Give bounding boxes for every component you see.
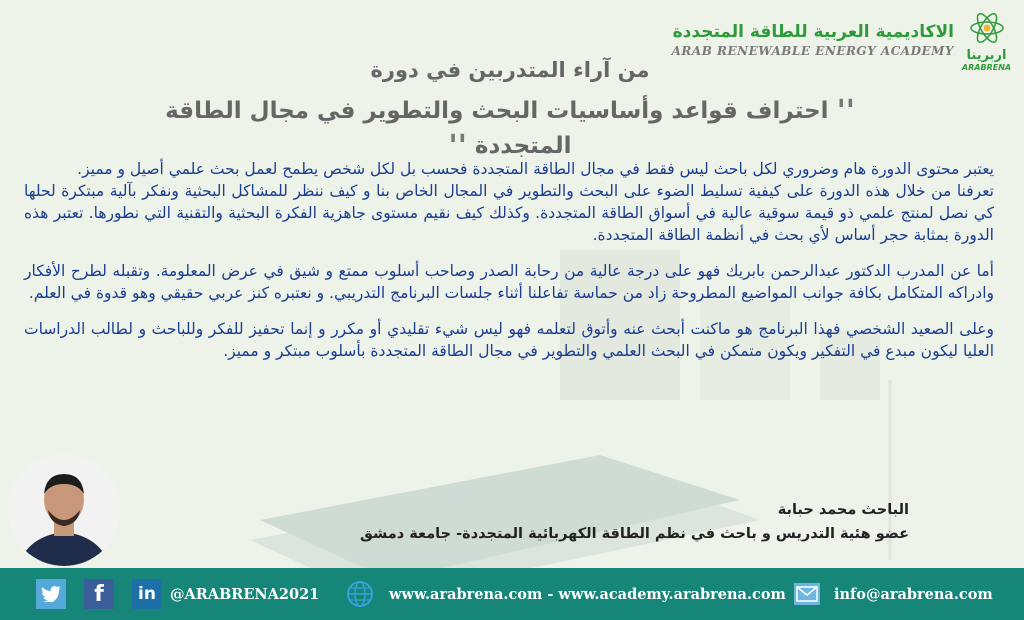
page-title-line1: من آراء المتدربين في دورة [370,58,650,82]
website-urls[interactable]: www.arabrena.com - www.academy.arabrena.com [389,585,786,603]
author-name: الباحث محمد حبابة [777,502,909,518]
social-icons [36,568,319,620]
author-photo [8,454,120,566]
close-quote: '' [448,129,467,164]
contact-email [794,568,993,620]
academy-name-arabic: الاكاديمية العربية للطاقة المتجددة [672,22,954,42]
paragraph-3: أما عن المدرب الدكتور عبدالرحمن بابريك فهو على درجة عالية من رحابة الصدر وصاحب أسلوب ممتع و شيق في عرض المعلومة. وتقبله لطرح الأفكار وادراكه المتكامل بكافة جوانب المواضيع المطروحة زاد من حماسة تفاعلنا أثناء جلسات البرنامج التدريبي. و نعتبره كنز عربي حقيقي وهو قدوة في العلم. [24,262,994,302]
twitter-icon[interactable] [36,579,66,609]
open-quote: '' [836,94,855,129]
academy-name-english: ARAB RENEWABLE ENERGY ACADEMY [671,44,954,58]
social-handle[interactable]: @ARABRENA2021 [170,585,320,603]
mail-icon [794,583,820,605]
email-link[interactable]: info@arabrena.com [834,585,993,603]
paragraph-4: وعلى الصعيد الشخصي فهذا البرنامج هو ماكنت أبحث عنه وأتوق لتعلمه فهو ليس شيء تقليدي أو مكرر و إنما تحفيز للفكر وللباحث و لطالب الدراسات العليا ليكون مبدع في التفكير ويكون متمكن في البحث العلمي والتطوير في مجال الطاقة المتجددة بأسلوب مبتكر و مميز. [24,320,994,360]
testimonial-body [24,158,994,376]
logo-arabic-text: اربرينا [966,48,1007,63]
globe-icon [345,579,375,609]
logo-english-text: ARABRENA [961,63,1012,72]
page-title-line2 [150,94,870,164]
avatar [8,454,120,566]
footer-bar [0,568,1024,620]
course-title: احتراف قواعد وأساسيات البحث والتطوير في مجال الطاقة المتجددة [165,98,829,159]
paragraph-1: يعتبر محتوى الدورة هام وضروري لكل باحث ليس فقط في مجال الطاقة المتجددة فحسب بل لكل شخص يطمح لعمل بحث علمي أصيل و مميز. [77,160,994,178]
signature-block [360,498,909,546]
arabrena-logo [959,8,1014,72]
linkedin-icon[interactable]: in [132,579,162,609]
author-role: عضو هئية التدريس و باحث في نظم الطاقة الكهربائية المتجددة- جامعة دمشق [359,526,909,542]
paragraph-2: تعرفنا من خلال هذه الدورة على كيفية تسليط الضوء على البحث والتطوير في المجال الخاص بنا و كيف ننظر للمشاكل البحثية ونفكر بآلية مبتكرة لحلها كي نصل لمنتج علمي ذو قيمة سوقية عالية في أسواق الطاقة المتجددة. وكذلك كيف نقيم مستوى جاهزية الفكرة البحثية والتقنية التي نطورها. تعتبر هذه الدورة بمثابة حجر أساس لأي بحث في أنظمة الطاقة المتجددة. [24,182,994,244]
atom-logo-icon [967,8,1007,48]
academy-header [672,22,954,58]
website-links [345,568,786,620]
facebook-icon[interactable]: f [84,579,114,609]
